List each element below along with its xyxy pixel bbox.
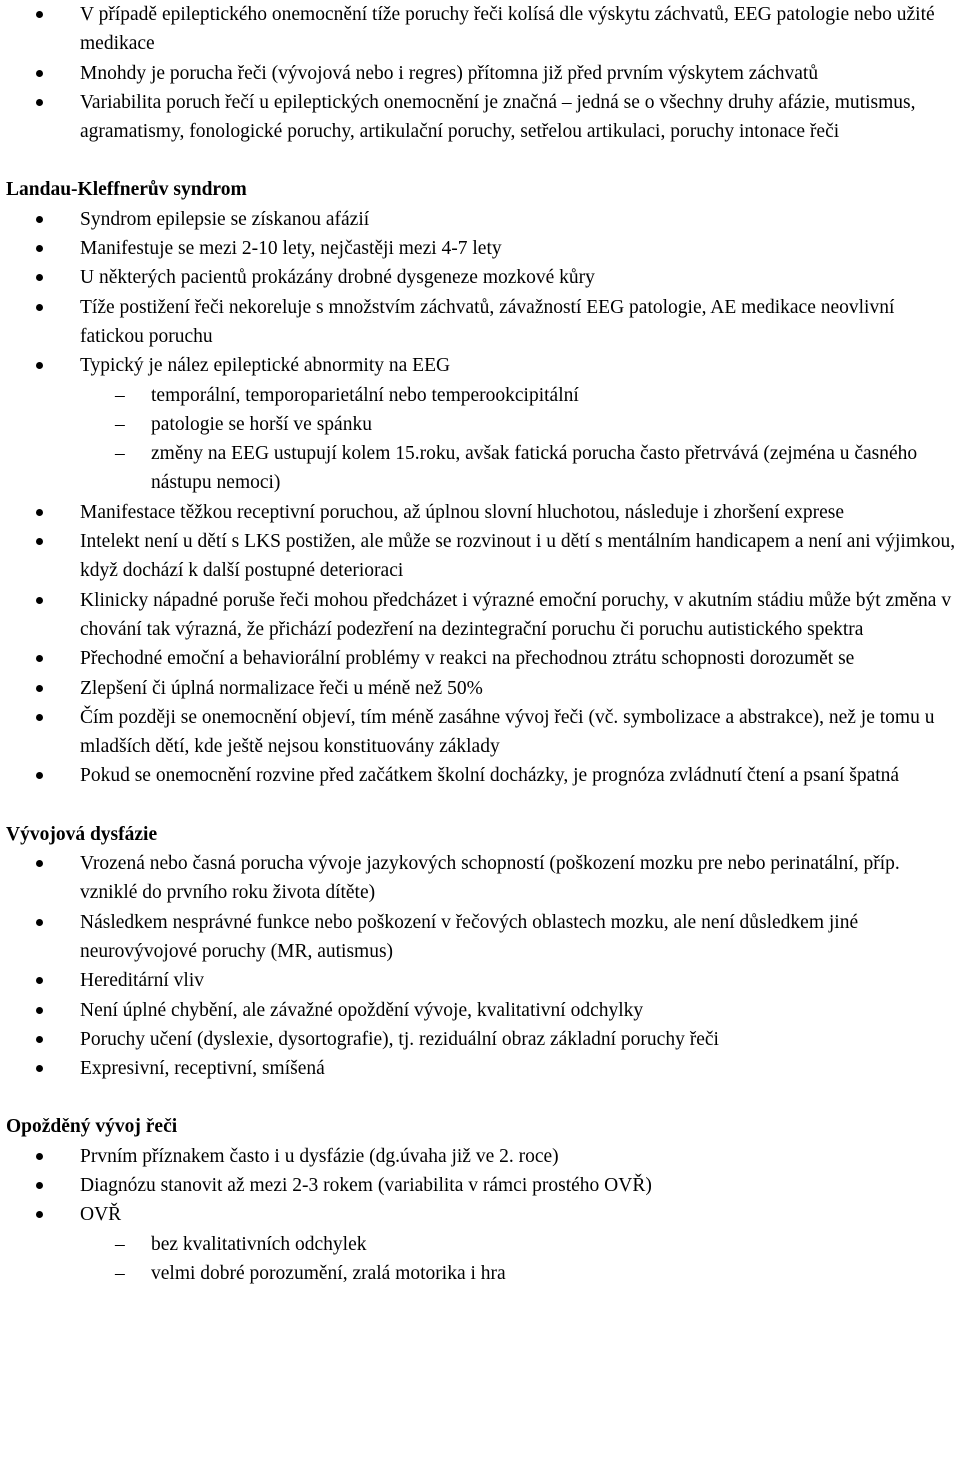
list-item: Vrozená nebo časná porucha vývoje jazykových schopností (poškození mozku pre nebo perinatální, příp. vzniklé do prvního roku života dítěte): [6, 849, 956, 908]
list-item-text: OVŘ: [80, 1204, 122, 1226]
list-item: Není úplné chybění, ale závažné opoždění vývoje, kvalitativní odchylky: [6, 996, 956, 1025]
list-item: U některých pacientů prokázány drobné dysgeneze mozkové kůry: [6, 263, 956, 292]
ovr-sublist: [76, 1230, 956, 1289]
list-item: Manifestuje se mezi 2-10 lety, nejčastěji mezi 4-7 lety: [6, 234, 956, 263]
list-item: Diagnózu stanovit až mezi 2-3 rokem (variabilita v rámci prostého OVŘ): [6, 1171, 956, 1200]
list-item: Poruchy učení (dyslexie, dysortografie), tj. reziduální obraz základní poruchy řeči: [6, 1025, 956, 1054]
sublist-item: – temporální, temporoparietální nebo temperookcipitální: [76, 381, 956, 410]
list-item: Expresivní, receptivní, smíšená: [6, 1054, 956, 1083]
lks-list: [6, 205, 956, 791]
list-item: Mnohdy je porucha řeči (vývojová nebo i regres) přítomna již před prvním výskytem záchvatů: [6, 59, 956, 88]
list-item: Hereditární vliv: [6, 966, 956, 995]
list-item: Intelekt není u dětí s LKS postižen, ale může se rozvinout i u dětí s mentálním handicapem a není ani výjimkou, když dochází k další postupné deterioraci: [6, 527, 956, 586]
sublist-item: – bez kvalitativních odchylek: [76, 1230, 956, 1259]
sublist-item: – velmi dobré porozumění, zralá motorika i hra: [76, 1259, 956, 1288]
list-item-text: Typický je nález epileptické abnormity na EEG: [80, 355, 451, 377]
list-item: Pokud se onemocnění rozvine před začátkem školní docházky, je prognóza zvládnutí čtení a psaní špatná: [6, 761, 956, 790]
list-item: Čím později se onemocnění objeví, tím méně zasáhne vývoj řeči (vč. symbolizace a abstrakce), než je tomu u mladších dětí, kde ještě nejsou konstituovány základy: [6, 703, 956, 762]
eeg-sublist: [76, 381, 956, 498]
section-heading-lks: Landau-Kleffnerův syndrom: [6, 179, 247, 201]
opozdeny-list: [6, 1142, 956, 1288]
list-item: Prvním příznakem často i u dysfázie (dg.úvaha již ve 2. roce): [6, 1142, 956, 1171]
section-heading-opozdeny: Opožděný vývoj řeči: [6, 1116, 178, 1138]
list-item-eeg: [6, 351, 956, 497]
list-item: Variabilita poruch řečí u epileptických onemocnění je značná – jedná se o všechny druhy afázie, mutismus, agramatismy, fonologické poruchy, artikulační poruchy, setřelou artikulaci, poruchy intonace řeči: [6, 88, 956, 147]
section-heading-dysfazie: Vývojová dysfázie: [6, 823, 158, 845]
list-item: Přechodné emoční a behaviorální problémy v reakci na přechodnou ztrátu schopnosti dorozumět se: [6, 644, 956, 673]
list-item: Zlepšení či úplná normalizace řeči u méně než 50%: [6, 674, 956, 703]
list-item: V případě epileptického onemocnění tíže poruchy řeči kolísá dle výskytu záchvatů, EEG patologie nebo užité medikace: [6, 0, 956, 59]
sublist-item: – patologie se horší ve spánku: [76, 410, 956, 439]
intro-list: [6, 0, 956, 146]
list-item: Tíže postižení řeči nekoreluje s množstvím záchvatů, závažností EEG patologie, AE medikace neovlivní fatickou poruchu: [6, 293, 956, 352]
list-item-ovr: [6, 1200, 956, 1288]
list-item: Klinicky nápadné poruše řeči mohou předcházet i výrazné emoční poruchy, v akutním stádiu může být změna v chování tak výrazná, že přichází podezření na dezintegrační poruchu či poruchu autistického spektra: [6, 586, 956, 645]
sublist-item: – změny na EEG ustupují kolem 15.roku, avšak fatická porucha často přetrvává (zejména u časného nástupu nemoci): [76, 439, 956, 498]
list-item: Manifestace těžkou receptivní poruchou, až úplnou slovní hluchotou, následuje i zhoršení exprese: [6, 498, 956, 527]
list-item: Následkem nesprávné funkce nebo poškození v řečových oblastech mozku, ale není důsledkem jiné neurovývojové poruchy (MR, autismus): [6, 908, 956, 967]
list-item: Syndrom epilepsie se získanou afázií: [6, 205, 956, 234]
dysfazie-list: [6, 849, 956, 1083]
